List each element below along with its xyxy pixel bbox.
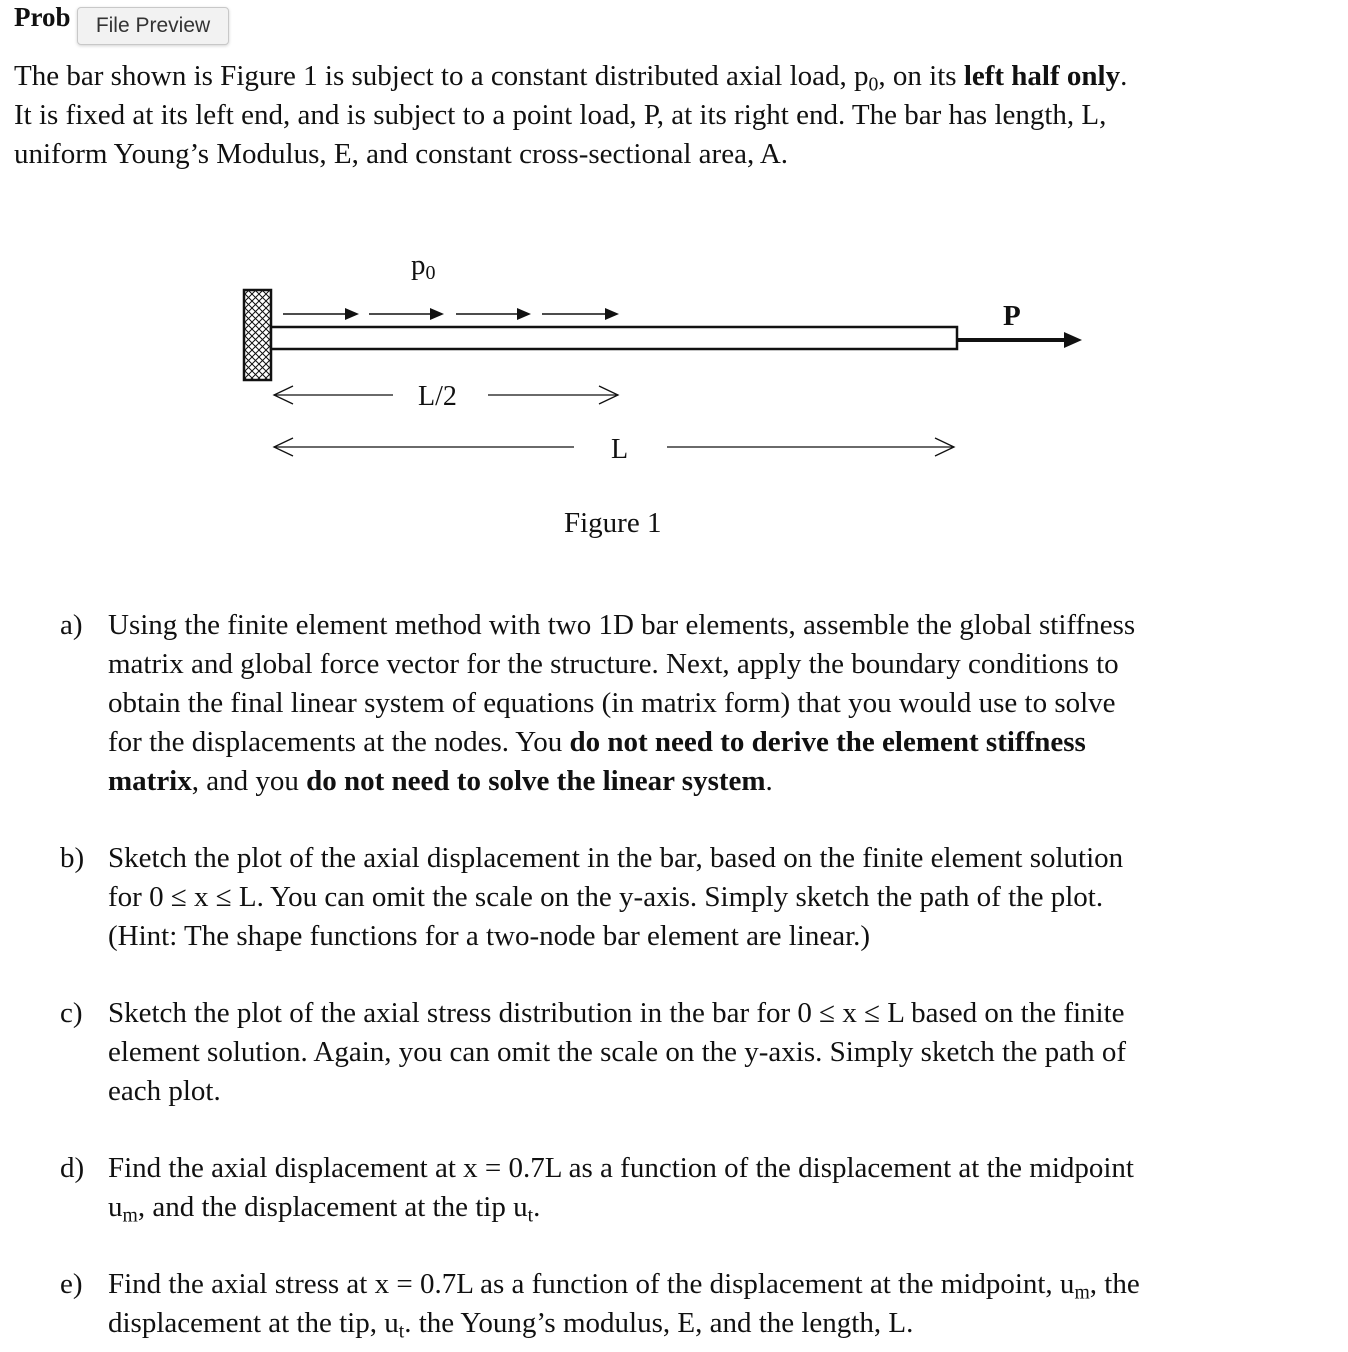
question-list: a) Using the finite element method with two 1D bar elements, assemble the global stiffness matrix and global force vector for the structure. Next, apply the boundary conditions to obtain the final linear system of equations (in matrix form) that you would use to solve for the displacements at the nodes. You do not need to derive the element stiffness matrix, and you do not need to solve the linear system. b) Sketch the plot of the axial displacement in the bar, based on the finite element solution for 0 ≤ x ≤ L. You can omit the scale on the y-axis. Simply sketch the path of the plot. (Hint: The shape functions for a two-node bar element are linear.) c) Sketch the plot of the axial stress distribution in the bar for 0 ≤ x ≤ L based on the finite element solution. Again, you can omit the scale on the y-axis. Simply sketch the path of each plot. d) Find the axial displacement at x = 0.7L as a function of the displacement at the midpoint $u_m$, and the displacement at the tip $u_t$. e) Find the axial stress at x = 0.7L as a function of the displacement at the midpoint, $u_m$, the displacement at the tip, $u_t$. the Young’s modulus, E, and the length, L. — [0, 0, 1348, 1352]
intro-line-2: It is fixed at its left end, and is subject to a point load, P, at its right end. The bar has length, L, — [14, 99, 1107, 131]
question-letter: b) — [60, 842, 85, 874]
figure-caption: Figure 1 — [564, 507, 662, 539]
file-preview-tooltip: File Preview — [77, 7, 229, 45]
question-letter: a) — [60, 609, 83, 641]
problem-heading: Prob — [14, 2, 71, 32]
point-load-label: P — [1003, 300, 1021, 332]
length-label: L — [611, 434, 629, 465]
intro-line-3: uniform Young’s Modulus, E, and constant cross-sectional area, A. — [14, 138, 789, 170]
intro-line-1: The bar shown is Figure 1 is subject to a constant distributed axial load, $p_0$, on its left half only. — [14, 60, 1128, 96]
question-letter: d) — [60, 1152, 85, 1184]
question-letter: e) — [60, 1268, 83, 1300]
question-letter: c) — [60, 997, 83, 1029]
load-label: p0 — [411, 249, 436, 284]
half-length-label: L/2 — [418, 381, 457, 412]
